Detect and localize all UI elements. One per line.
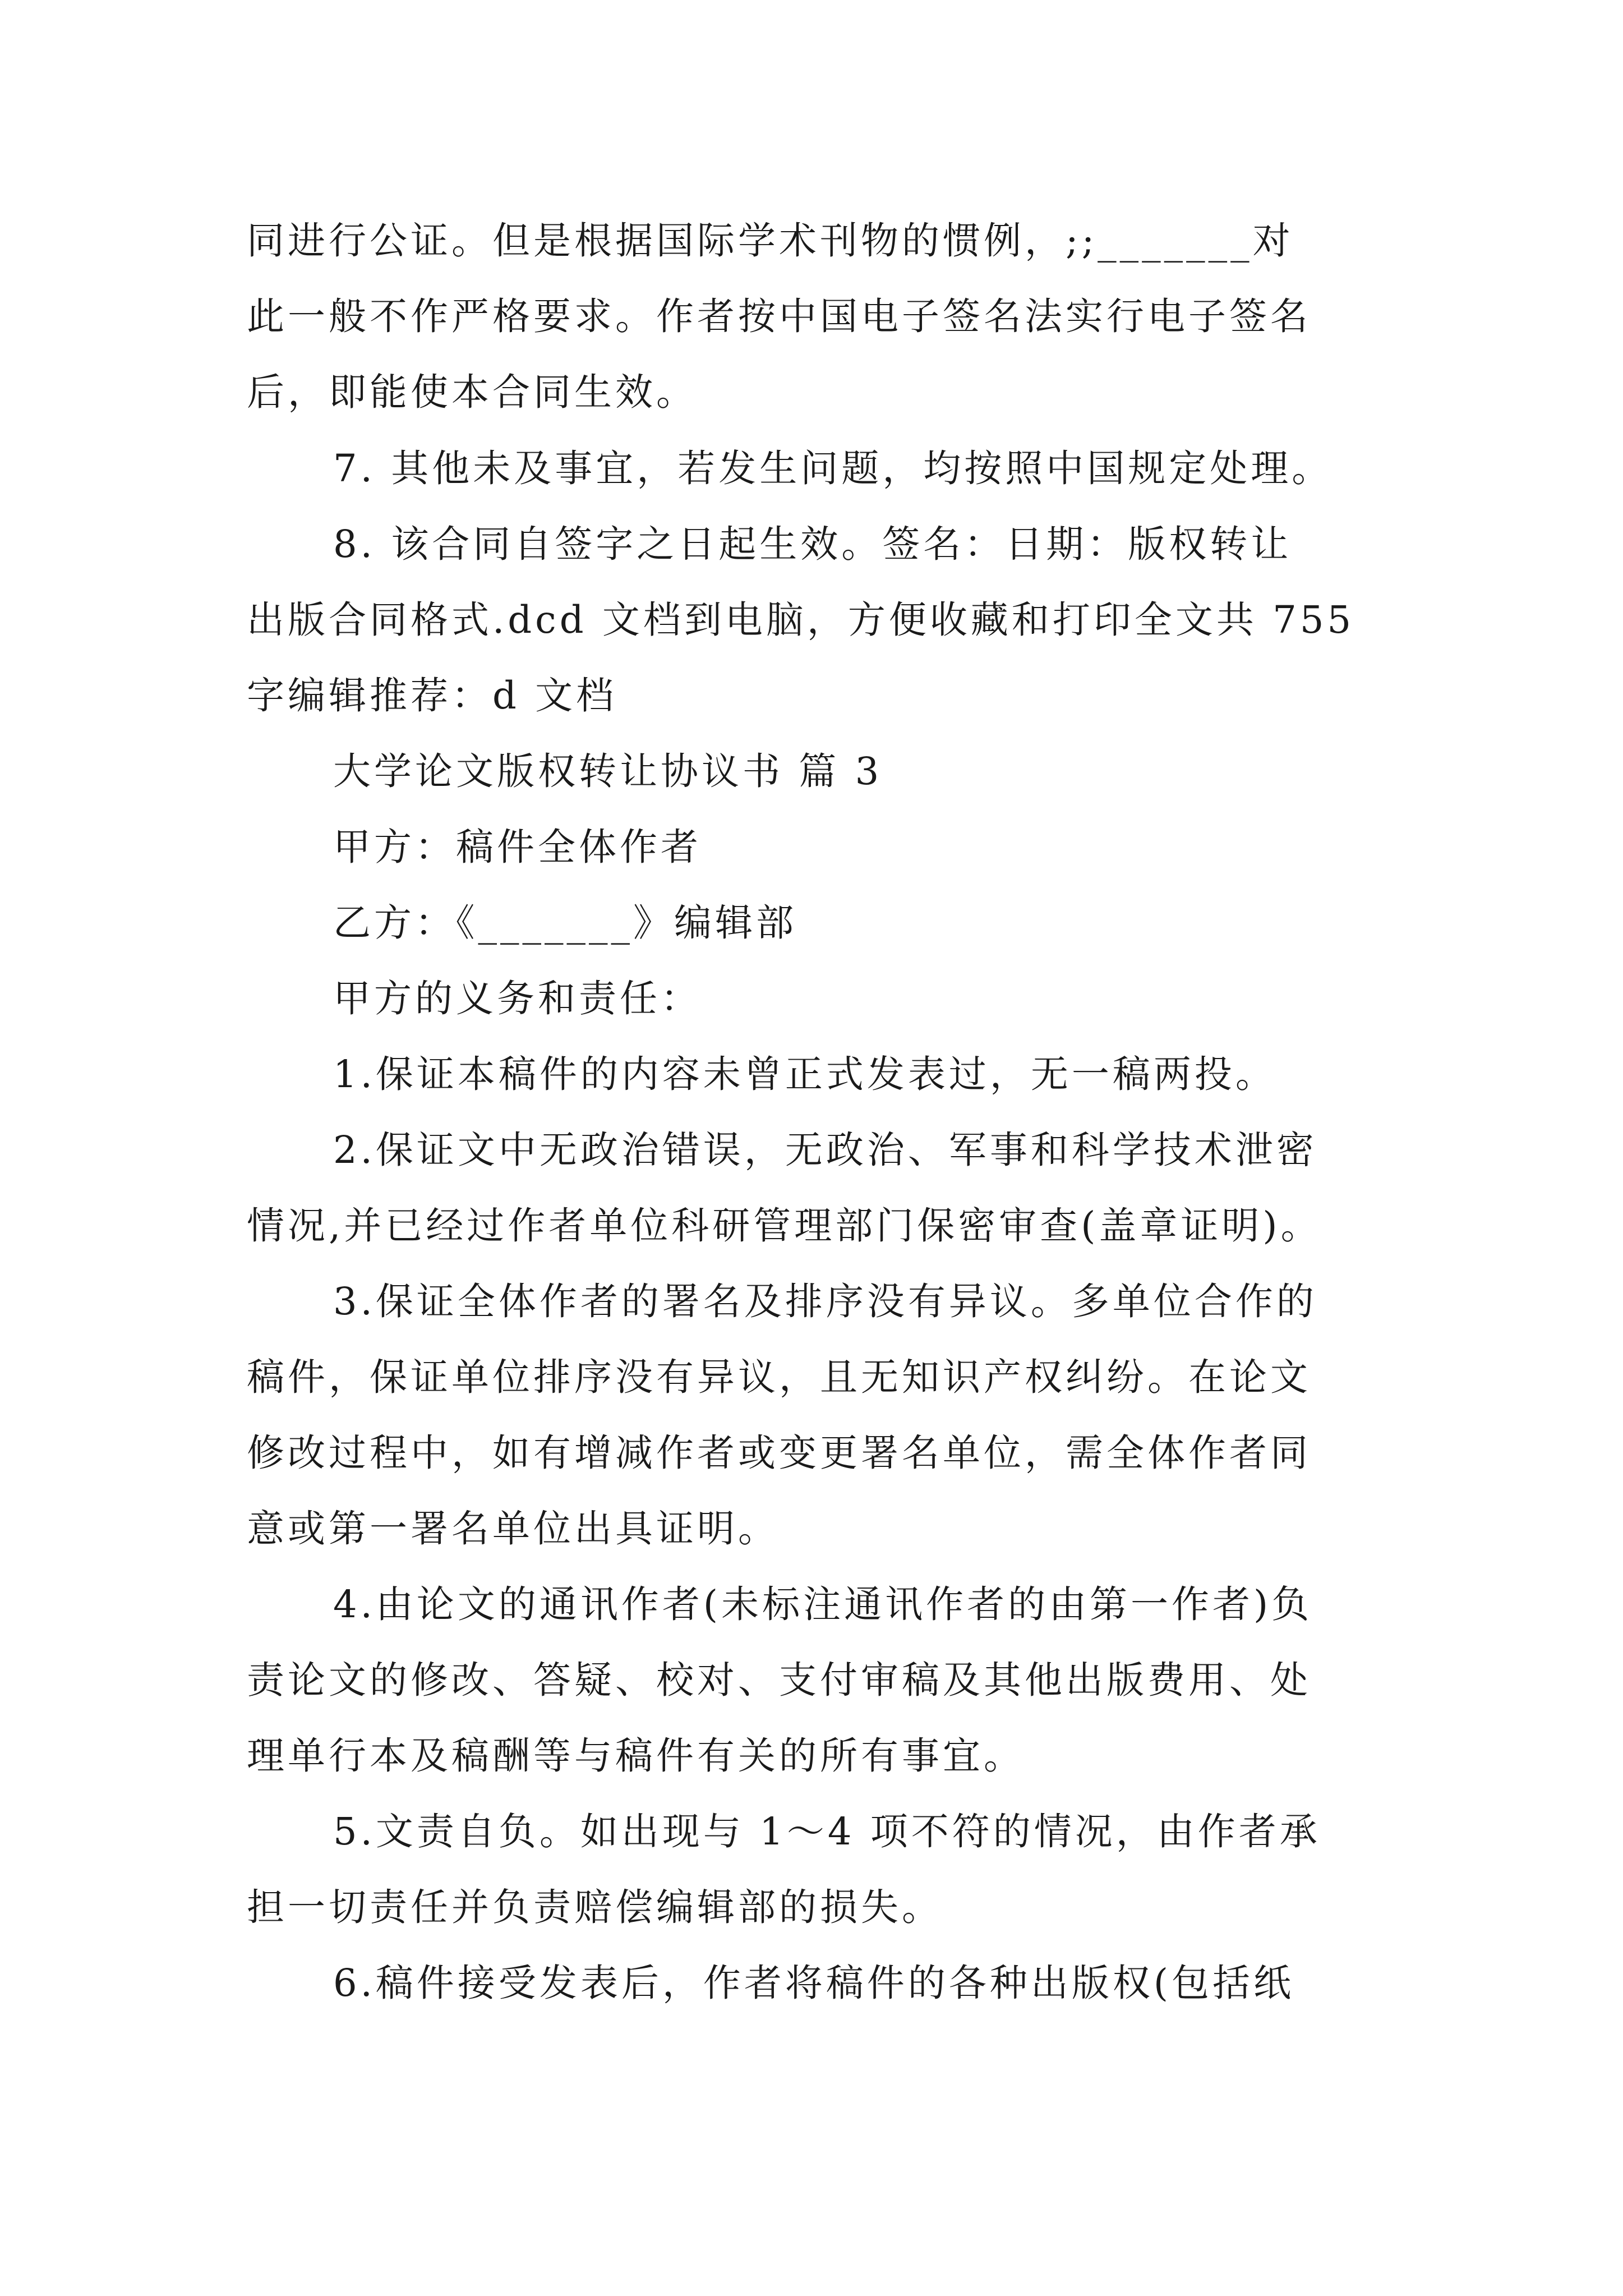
text-line: 2.保证文中无政治错误，无政治、军事和科学技术泄密 bbox=[333, 1128, 1317, 1172]
text-line: 此一般不作严格要求。作者按中国电子签名法实行电子签名 bbox=[247, 295, 1311, 338]
text-line: 4.由论文的通讯作者(未标注通讯作者的由第一作者)负 bbox=[333, 1582, 1313, 1626]
text-line: 甲方的义务和责任： bbox=[333, 977, 702, 1020]
text-line: 稿件，保证单位排序没有异议，且无知识产权纠纷。在论文 bbox=[247, 1355, 1311, 1399]
text-line: 修改过程中，如有增减作者或变更署名单位，需全体作者同 bbox=[247, 1431, 1311, 1475]
text-line: 意或第一署名单位出具证明。 bbox=[247, 1507, 779, 1550]
text-line: 出版合同格式.dcd 文档到电脑，方便收藏和打印全文共 755 bbox=[247, 598, 1355, 642]
text-line: 字编辑推荐：d 文档 bbox=[247, 674, 617, 717]
text-line: 同进行公证。但是根据国际学术刊物的惯例，;;_______对 bbox=[247, 219, 1294, 263]
text-line: 后，即能使本合同生效。 bbox=[247, 370, 697, 414]
text-line: 1.保证本稿件的内容未曾正式发表过，无一稿两投。 bbox=[333, 1052, 1276, 1096]
text-line: 担一切责任并负责赔偿编辑部的损失。 bbox=[247, 1885, 943, 1929]
text-line: 8. 该合同自签字之日起生效。签名：日期：版权转让 bbox=[333, 522, 1292, 566]
section-heading: 大学论文版权转让协议书 篇 3 bbox=[333, 749, 883, 793]
text-line: 责论文的修改、答疑、校对、支付审稿及其他出版费用、处 bbox=[247, 1658, 1311, 1702]
text-line: 6.稿件接受发表后，作者将稿件的各种出版权(包括纸 bbox=[333, 1961, 1295, 2005]
text-line: 甲方：稿件全体作者 bbox=[333, 825, 702, 869]
text-line: 乙方：《_______》编辑部 bbox=[333, 901, 797, 945]
text-line: 理单行本及稿酬等与稿件有关的所有事宜。 bbox=[247, 1734, 1025, 1778]
text-line: 3.保证全体作者的署名及排序没有异议。多单位合作的 bbox=[333, 1280, 1317, 1323]
text-line: 7. 其他未及事宜，若发生问题，均按照中国规定处理。 bbox=[333, 447, 1333, 490]
text-line: 5.文责自负。如出现与 1～4 项不符的情况，由作者承 bbox=[333, 1810, 1321, 1853]
text-line: 情况,并已经过作者单位科研管理部门保密审查(盖章证明)。 bbox=[247, 1204, 1322, 1248]
